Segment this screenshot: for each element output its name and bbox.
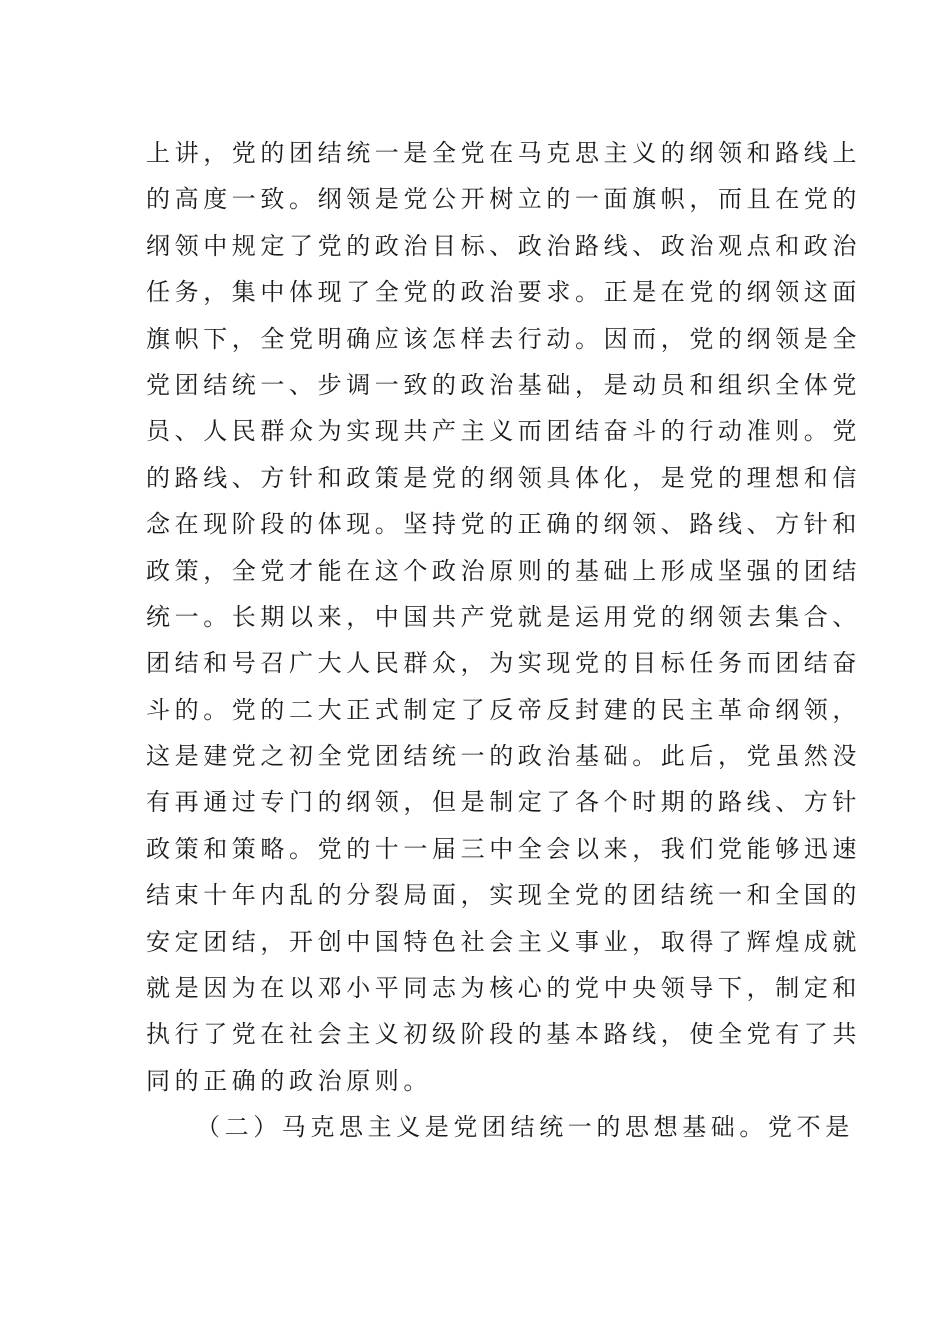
text-line: 的高度一致。纲领是党公开树立的一面旗帜，而且在党的: [146, 185, 861, 214]
section-heading-line: （二）马克思主义是党团结统一的思想基础。党不是: [196, 1113, 854, 1142]
text-line: 旗帜下，全党明确应该怎样去行动。因而，党的纲领是全: [146, 324, 861, 353]
text-line: 党团结统一、步调一致的政治基础，是动员和组织全体党: [146, 370, 861, 399]
text-line: 的路线、方针和政策是党的纲领具体化，是党的理想和信: [146, 463, 861, 492]
text-line: 政策，全党才能在这个政治原则的基础上形成坚强的团结: [146, 556, 861, 585]
text-line: 员、人民群众为实现共产主义而团结奋斗的行动准则。党: [146, 417, 861, 446]
text-line: 任务，集中体现了全党的政治要求。正是在党的纲领这面: [146, 278, 861, 307]
text-line: 念在现阶段的体现。坚持党的正确的纲领、路线、方针和: [146, 510, 861, 539]
text-line: 有再通过专门的纲领，但是制定了各个时期的路线、方针: [146, 788, 861, 817]
text-line: 安定团结，开创中国特色社会主义事业，取得了辉煌成就: [146, 927, 861, 956]
text-line: 政策和策略。党的十一届三中全会以来，我们党能够迅速: [146, 834, 861, 863]
text-line: 纲领中规定了党的政治目标、政治路线、政治观点和政治: [146, 231, 861, 260]
text-line: 团结和号召广大人民群众，为实现党的目标任务而团结奋: [146, 649, 861, 678]
body-text: [146, 130, 861, 1151]
text-line: 结束十年内乱的分裂局面，实现全党的团结统一和全国的: [146, 881, 861, 910]
text-line: 斗的。党的二大正式制定了反帝反封建的民主革命纲领，: [146, 695, 861, 724]
text-line: 统一。长期以来，中国共产党就是运用党的纲领去集合、: [146, 602, 861, 631]
text-line: 执行了党在社会主义初级阶段的基本路线，使全党有了共: [146, 1020, 861, 1049]
text-line: 就是因为在以邓小平同志为核心的党中央领导下，制定和: [146, 974, 861, 1003]
text-line: 这是建党之初全党团结统一的政治基础。此后，党虽然没: [146, 742, 861, 771]
text-line: 同的正确的政治原则。: [146, 1066, 432, 1095]
text-line: 上讲，党的团结统一是全党在马克思主义的纲领和路线上: [146, 139, 861, 167]
